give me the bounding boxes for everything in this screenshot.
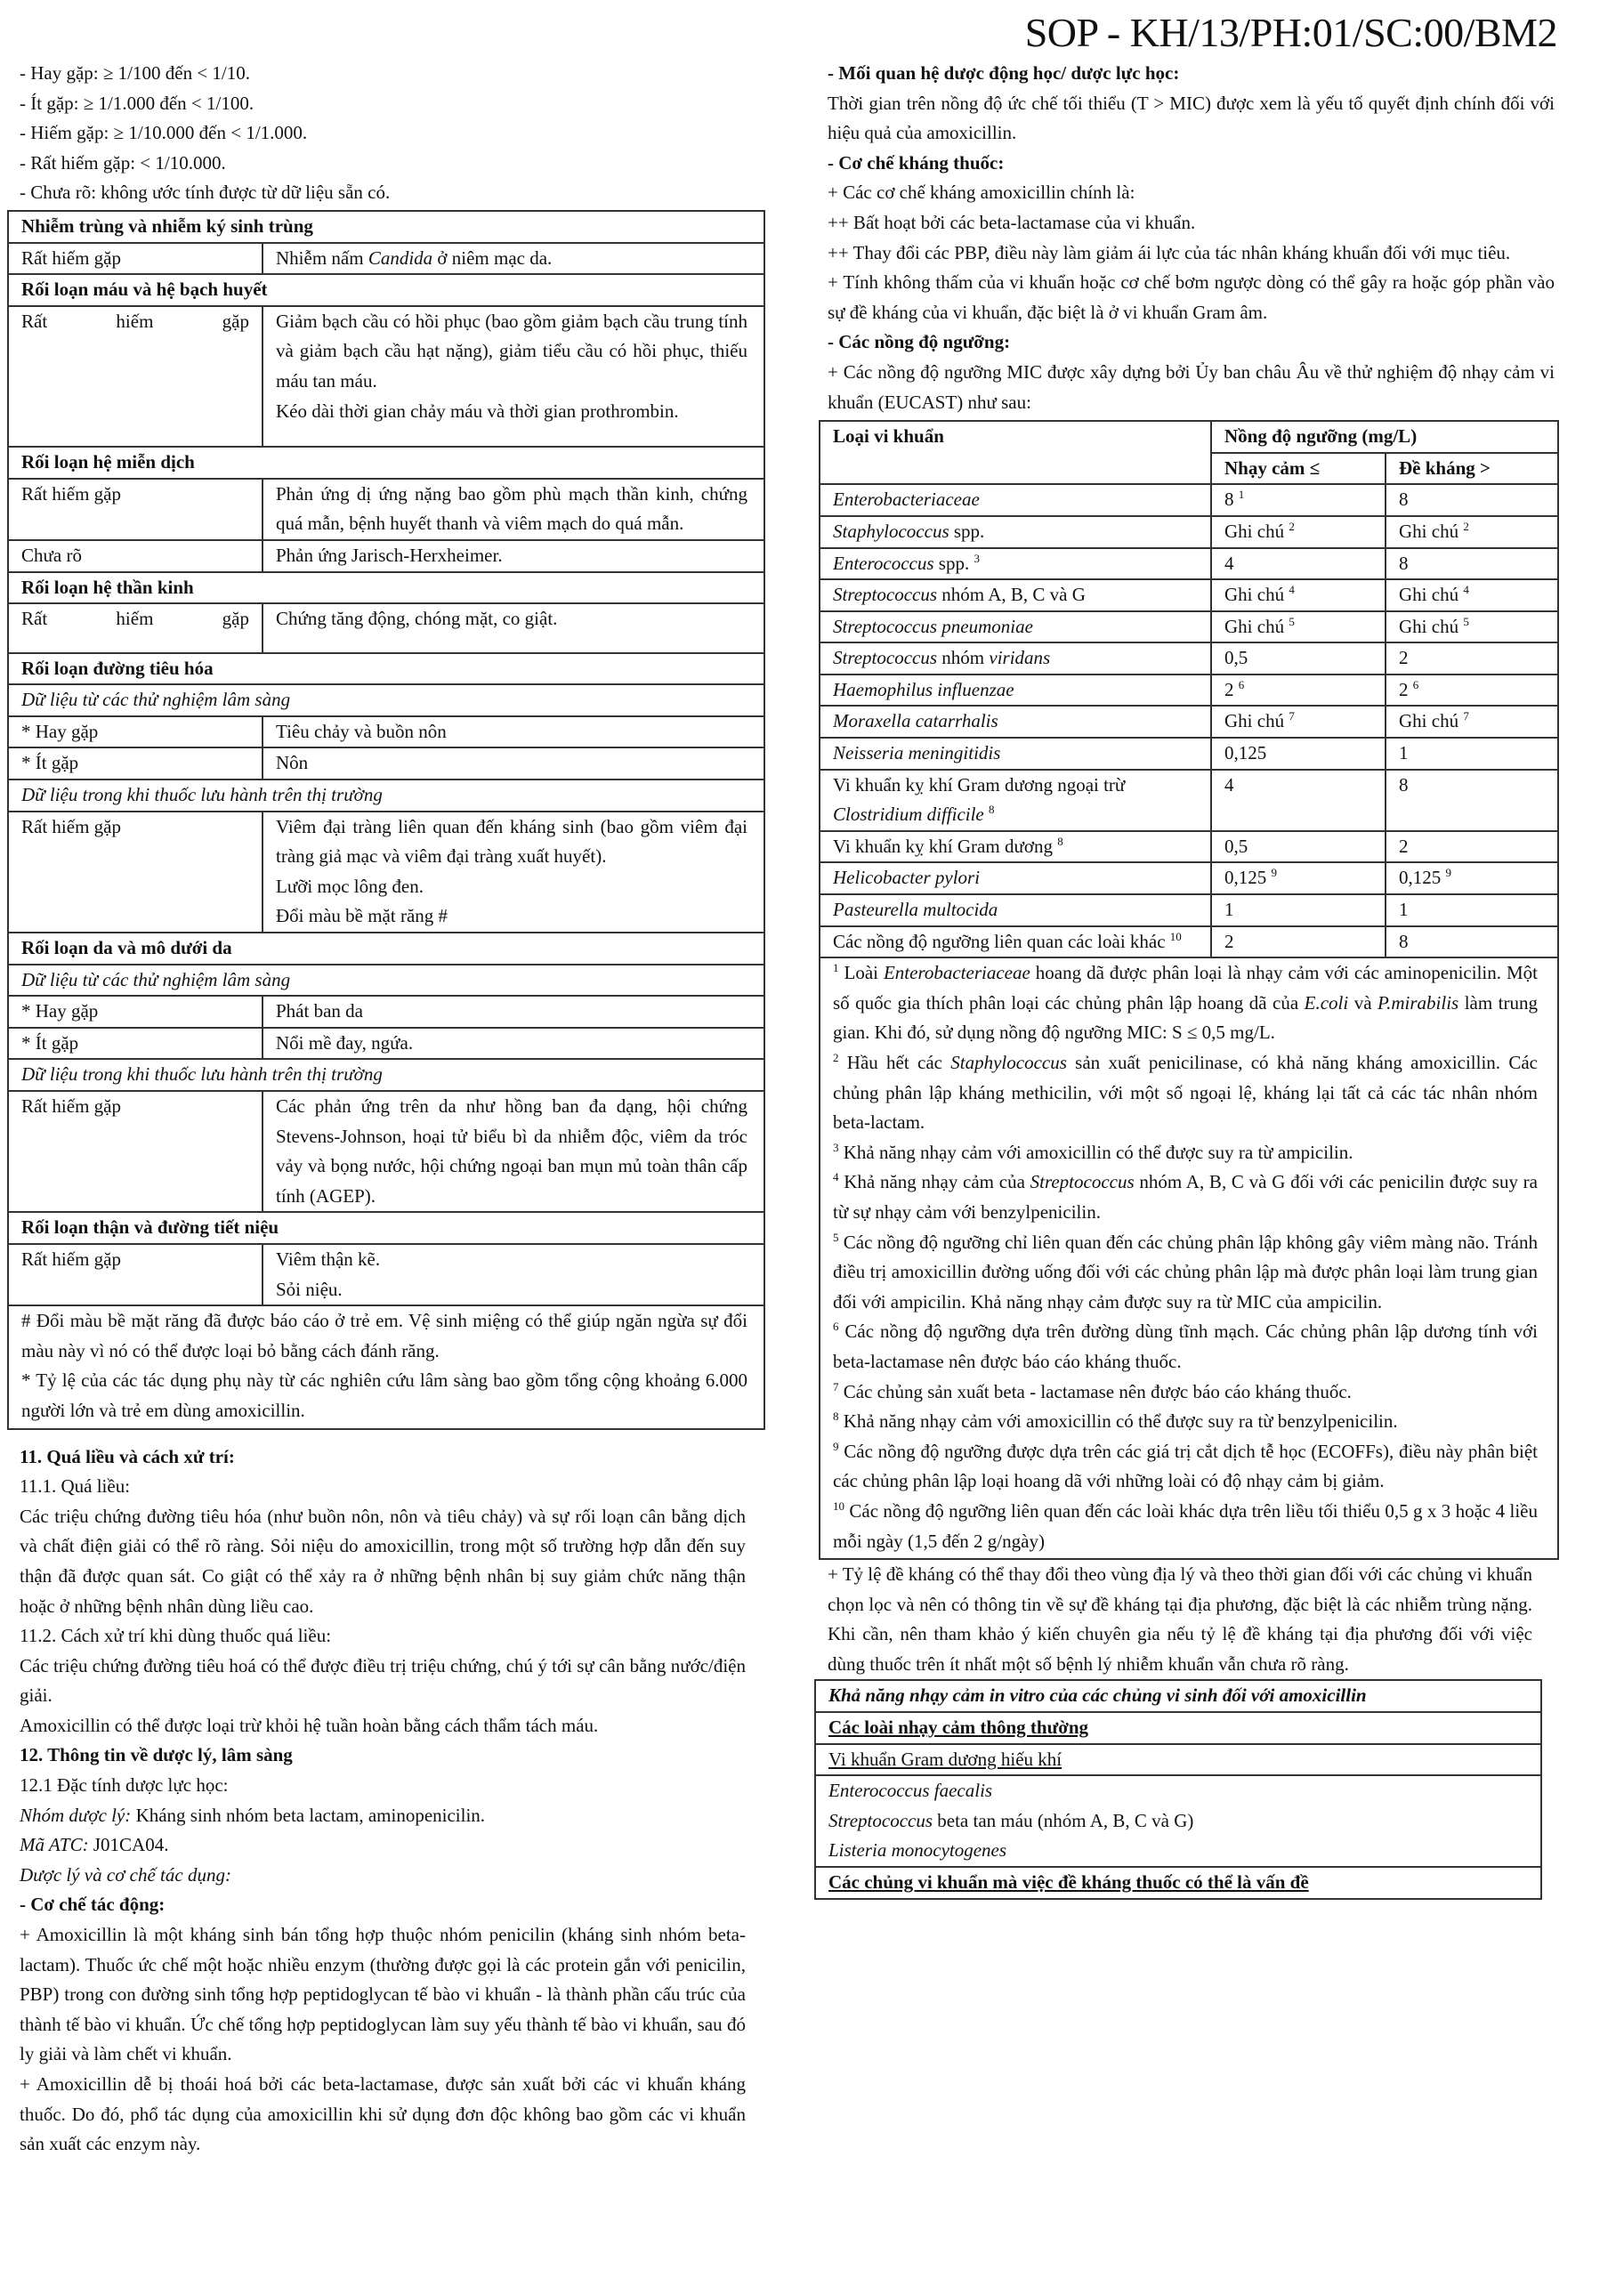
- resistant-cell: [1386, 738, 1558, 770]
- footnote-text: Các nồng độ ngưỡng liên quan đến các loài khác dựa trên liều tối thiểu 0,5 g x 3 hoặc 4 liều mỗi ngày (1,5 đến 2 g/ngày): [833, 1499, 1538, 1552]
- organism-name: Candida: [368, 246, 433, 269]
- susceptible-cell: [1211, 484, 1386, 516]
- organism-name: Enterococcus faecalis: [828, 1780, 993, 1802]
- breakpoint-value: 8: [1399, 930, 1409, 952]
- table-row: [820, 579, 1558, 611]
- footnote-ref: 2: [1463, 519, 1469, 533]
- subsection-heading: Dữ liệu trong khi thuốc lưu hành trên thị trường: [8, 1059, 764, 1091]
- resistant-cell: [1386, 706, 1558, 738]
- frequency-cell: Rất hiếm gặp: [8, 243, 263, 275]
- effect-cell: Phản ứng Jarisch-Herxheimer.: [263, 540, 764, 572]
- frequency-cell: Rất hiếm gặp: [8, 1244, 263, 1305]
- document-code-header: SOP - KH/13/PH:01/SC:00/BM2: [1024, 10, 1557, 55]
- footnote: [833, 1437, 1538, 1497]
- list-item: + Các cơ chế kháng amoxicillin chính là:: [828, 182, 1135, 204]
- column-header-organism: Loại vi khuẩn: [820, 421, 1211, 484]
- subsection-heading: Dữ liệu từ các thử nghiệm lâm sàng: [8, 965, 764, 997]
- subsection-title: - Cơ chế tác động:: [20, 1894, 166, 1916]
- footnote-text: làm trung gian. Khi đó, sử dụng nồng độ ngưỡng MIC: S ≤ 0,5 mg/L.: [833, 991, 1538, 1044]
- organism-name: Enterobacteriaceae: [833, 489, 980, 511]
- table-row: [820, 894, 1558, 926]
- footnote-text: Các nồng độ ngưỡng dựa trên đường dùng tĩnh mạch. Các chủng phân lập dương tính với beta-lactamase nên được báo cáo kháng thuốc.: [833, 1321, 1538, 1372]
- organism-name: Streptococcus: [833, 647, 938, 669]
- effect-text: Đổi màu bề mặt răng #: [276, 905, 448, 927]
- legend-item: - Hay gặp: ≥ 1/100 đến < 1/10.: [20, 62, 250, 84]
- footnote-text: hoang dã được phân loại là nhạy cảm với các aminopenicilin. Một số quốc gia thích phân loại các chủng phân lập hoang dã của: [833, 962, 1539, 1014]
- footnote-number: 4: [833, 1170, 839, 1184]
- organism-text: nhóm A, B, C và G: [937, 584, 1086, 606]
- effect-cell: Tiêu chảy và buồn nôn: [263, 716, 764, 748]
- organism-name: Helicobacter pylori: [833, 867, 981, 889]
- organism-cell: [820, 894, 1211, 926]
- breakpoint-value: Ghi chú: [1399, 710, 1459, 732]
- footnote-text: sản xuất penicilinase, có khả năng kháng amoxicillin. Các chủng phân lập kháng methicilin, với một số ngoại lệ, kháng lại tất cả các tác nhân nhóm beta-lactam.: [833, 1052, 1538, 1134]
- resistant-cell: [1386, 675, 1558, 707]
- table-row: [8, 1028, 764, 1060]
- footnote-ref: 8: [989, 803, 995, 817]
- table-row: [820, 675, 1558, 707]
- footnote: [833, 1138, 1538, 1168]
- breakpoint-value: Ghi chú: [1224, 520, 1285, 542]
- footnote: [833, 958, 1538, 1048]
- table-row: [8, 306, 764, 447]
- footnote-ref: 8: [1057, 834, 1063, 848]
- list-item: ++ Bất hoạt bởi các beta-lactamase của vi khuẩn.: [828, 211, 1196, 233]
- effect-cell: [263, 1244, 764, 1305]
- table-row: [8, 1091, 764, 1212]
- footnote-number: 5: [833, 1230, 839, 1244]
- susceptible-cell: [1211, 894, 1386, 926]
- subsection-title: 11.1. Quá liều:: [20, 1475, 131, 1498]
- footnote: [833, 1167, 1538, 1227]
- paragraph: + Các nồng độ ngưỡng MIC được xây dựng bởi Ủy ban châu Âu về thử nghiệm độ nhạy cảm vi khuẩn (EUCAST) như sau:: [828, 360, 1555, 413]
- organism-name: Haemophilus influenzae: [833, 678, 1014, 700]
- effect-cell: Chứng tăng động, chóng mặt, co giật.: [263, 603, 764, 653]
- susceptibility-table: [814, 1679, 1542, 1899]
- footnote-ref: 6: [1412, 677, 1419, 691]
- footnote-ref: 4: [1289, 583, 1295, 597]
- left-column: [7, 59, 765, 2160]
- resistant-cell: [1386, 894, 1558, 926]
- paragraph: + Amoxicillin là một kháng sinh bán tổng hợp thuộc nhóm penicilin (kháng sinh nhóm beta-lactam). Thuốc ức chế một hoặc nhiều enzym (thường được gọi là các protein gắn với penicilin, PBP) trong con đường sinh tổng hợp peptidoglycan tế bào vi khuẩn - là thành phần cấu trúc của thành tế bào vi khuẩn. Ức chế tổng hợp peptidoglycan làm suy yếu thành tế bào vi khuẩn, sau đó ly giải và làm chết vi khuẩn.: [20, 1924, 746, 2065]
- frequency-cell: Rất hiếm gặp: [8, 1091, 263, 1212]
- footnote-ref: 3: [974, 551, 980, 565]
- table-row: [8, 540, 764, 572]
- effect-text: Giảm bạch cầu có hồi phục (bao gồm giảm bạch cầu trung tính và giảm bạch cầu hạt nặng), giảm tiểu cầu có hồi phục, thiếu máu tan máu.: [276, 310, 747, 392]
- subcategory-label: Vi khuẩn Gram dương hiếu khí: [828, 1748, 1062, 1770]
- susceptible-cell: [1211, 926, 1386, 958]
- organism-cell: [820, 738, 1211, 770]
- breakpoint-value: 2: [1224, 930, 1234, 952]
- table-row: [820, 831, 1558, 863]
- effect-cell: Phát ban da: [263, 996, 764, 1028]
- subsection-heading: Dữ liệu từ các thử nghiệm lâm sàng: [8, 684, 764, 716]
- field-value: Kháng sinh nhóm beta lactam, aminopenicilin.: [131, 1804, 486, 1826]
- resistant-cell: [1386, 770, 1558, 831]
- field-label: Dược lý và cơ chế tác dụng:: [20, 1863, 231, 1886]
- breakpoint-value: 8: [1399, 552, 1409, 574]
- footnote-number: 3: [833, 1140, 839, 1154]
- legend-item: - Chưa rõ: không ước tính được từ dữ liệu sẵn có.: [20, 182, 391, 204]
- footnote-ref: 7: [1463, 709, 1469, 723]
- section-heading: Rối loạn thận và đường tiết niệu: [8, 1212, 764, 1244]
- resistant-cell: [1386, 831, 1558, 863]
- column-header-resistant: Đề kháng >: [1386, 453, 1558, 485]
- table-row: [8, 996, 764, 1028]
- adverse-reactions-table: [7, 210, 765, 1430]
- table-row: [820, 738, 1558, 770]
- organism-cell: [820, 642, 1211, 675]
- table-row: [820, 548, 1558, 580]
- resistant-cell: [1386, 611, 1558, 643]
- resistant-cell: [1386, 484, 1558, 516]
- footnote-number: 8: [833, 1410, 839, 1424]
- breakpoint-value: 4: [1224, 773, 1234, 796]
- table-row: [820, 516, 1558, 548]
- table-row: [820, 611, 1558, 643]
- category-label: Các chủng vi khuẩn mà việc đề kháng thuốc có thể là vấn đề: [828, 1871, 1309, 1894]
- table-header-row: [820, 421, 1558, 453]
- table-row: [8, 1244, 764, 1305]
- field-label: Nhóm dược lý:: [20, 1804, 132, 1826]
- resistant-cell: [1386, 642, 1558, 675]
- effect-cell: Các phản ứng trên da như hồng ban đa dạng, hội chứng Stevens-Johnson, hoại tử biểu bì da nhiễm độc, viêm da tróc vảy và bọng nước, hội chứng ngoại ban mụn mủ toàn thân cấp tính (AGEP).: [263, 1091, 764, 1212]
- organism-text: nhóm: [937, 647, 990, 669]
- organism-cell: [820, 484, 1211, 516]
- effect-text: Sỏi niệu.: [276, 1278, 343, 1300]
- footnote: [833, 1407, 1538, 1437]
- resistant-cell: [1386, 516, 1558, 548]
- footnote: [833, 1497, 1538, 1556]
- organism-text: Vi khuẩn kỵ khí Gram dương: [833, 835, 1053, 857]
- footnote-ref: 1: [1238, 488, 1245, 502]
- organism-name: Neisseria meningitidis: [833, 742, 1001, 764]
- organism-name: Streptococcus: [833, 584, 938, 606]
- breakpoint-value: 0,5: [1224, 835, 1248, 857]
- susceptible-cell: [1211, 548, 1386, 580]
- frequency-cell: * Hay gặp: [8, 716, 263, 748]
- table-row: [8, 747, 764, 780]
- footnote-text: Loài: [838, 962, 884, 984]
- susceptible-cell: [1211, 831, 1386, 863]
- frequency-cell: Rất hiếm gặp: [8, 603, 263, 653]
- column-header-susceptible: Nhạy cảm ≤: [1211, 453, 1386, 485]
- breakpoint-value: Ghi chú: [1399, 584, 1459, 606]
- effect-cell: [263, 243, 764, 275]
- table-row: [820, 642, 1558, 675]
- footnote-text: Khả năng nhạy cảm với amoxicillin có thể được suy ra từ benzylpenicilin.: [838, 1410, 1398, 1433]
- section-heading: Rối loạn đường tiêu hóa: [8, 653, 764, 685]
- subsection-title: 11.2. Cách xử trí khi dùng thuốc quá liều:: [20, 1625, 332, 1647]
- resistant-cell: [1386, 548, 1558, 580]
- organism-detail: beta tan máu (nhóm A, B, C và G): [933, 1809, 1194, 1831]
- legend-item: - Hiếm gặp: ≥ 1/10.000 đến < 1/1.000.: [20, 122, 308, 144]
- organism-text: Vi khuẩn kỵ khí Gram dương ngoại trừ: [833, 773, 1126, 796]
- subsection-heading: Dữ liệu trong khi thuốc lưu hành trên thị trường: [8, 780, 764, 812]
- frequency-cell: Chưa rõ: [8, 540, 263, 572]
- organism-cell: [820, 675, 1211, 707]
- breakpoint-value: 8: [1224, 489, 1234, 511]
- category-heading: [815, 1712, 1541, 1744]
- table-row: [820, 926, 1558, 958]
- frequency-cell: Rất hiếm gặp: [8, 306, 263, 447]
- breakpoint-value: 2: [1224, 678, 1234, 700]
- breakpoint-value: 1: [1399, 899, 1409, 921]
- footnote-text: Khả năng nhạy cảm với amoxicillin có thể được suy ra từ ampicilin.: [838, 1141, 1353, 1163]
- list-item: + Tính không thấm của vi khuẩn hoặc cơ chế bơm ngược dòng có thể gây ra hoặc góp phần vào sự đề kháng của vi khuẩn, đặc biệt là ở vi khuẩn Gram âm.: [828, 271, 1555, 323]
- mic-breakpoint-table: [819, 420, 1559, 1560]
- breakpoint-value: 8: [1399, 489, 1409, 511]
- organism-name: Staphylococcus: [950, 1052, 1067, 1073]
- footnote-ref: 2: [1289, 519, 1295, 533]
- table-row: [8, 479, 764, 540]
- footnote-number: 10: [833, 1498, 844, 1513]
- breakpoint-value: 2: [1399, 835, 1409, 857]
- breakpoint-value: Ghi chú: [1399, 615, 1459, 637]
- atc-code: [20, 1830, 746, 1861]
- susceptible-cell: [1211, 770, 1386, 831]
- organism-name: Staphylococcus: [833, 520, 949, 542]
- organism-cell: [820, 516, 1211, 548]
- organism-name: Streptococcus: [1030, 1171, 1135, 1193]
- footnote-text: Hầu hết các: [838, 1052, 951, 1073]
- organism-name: Pasteurella multocida: [833, 899, 998, 921]
- organism-name: Streptococcus pneumoniae: [833, 615, 1033, 637]
- resistant-cell: [1386, 862, 1558, 894]
- organism-text: spp.: [949, 520, 985, 542]
- organism-text: spp.: [933, 552, 970, 574]
- organism-name: Moraxella catarrhalis: [833, 710, 998, 732]
- breakpoint-value: 4: [1224, 552, 1234, 574]
- table-row: [8, 812, 764, 933]
- organism-cell: [820, 706, 1211, 738]
- effect-text: Viêm thận kẽ.: [276, 1248, 381, 1270]
- resistance-section: [819, 59, 1559, 417]
- frequency-cell: * Ít gặp: [8, 1028, 263, 1060]
- section-heading: Nhiễm trùng và nhiễm ký sinh trùng: [8, 211, 764, 243]
- breakpoint-value: 0,125: [1399, 867, 1442, 889]
- footnote-ref: 5: [1289, 614, 1295, 628]
- frequency-cell: Rất hiếm gặp: [8, 812, 263, 933]
- section-heading: Rối loạn hệ thần kinh: [8, 572, 764, 604]
- category-label: Các loài nhạy cảm thông thường: [828, 1717, 1089, 1739]
- paragraph: Amoxicillin có thể được loại trừ khỏi hệ tuần hoàn bằng cách thẩm tách máu.: [20, 1714, 599, 1736]
- resistant-cell: [1386, 579, 1558, 611]
- table-row: [820, 484, 1558, 516]
- organism-cell: [820, 862, 1211, 894]
- organism-cell: [820, 579, 1211, 611]
- table-row: [8, 243, 764, 275]
- susceptible-cell: [1211, 738, 1386, 770]
- footnote-text: Các chủng sản xuất beta - lactamase nên được báo cáo kháng thuốc.: [838, 1380, 1352, 1402]
- effect-cell: Nôn: [263, 747, 764, 780]
- organism-text: Các nồng độ ngưỡng liên quan các loài khác: [833, 930, 1166, 952]
- footnote-text: Khả năng nhạy cảm của: [838, 1171, 1030, 1193]
- paragraph: Các triệu chứng đường tiêu hóa (như buồn nôn, nôn và tiêu chảy) và sự rối loạn cân bằng dịch và chất điện giải có thể rõ ràng. Sỏi niệu do amoxicillin, trong một số trường hợp dẫn đến suy thận đã được quan sát. Co giật có thể xảy ra ở những bệnh nhân bị suy giảm chức năng thận hoặc ở những bệnh nhân dùng liều cao.: [20, 1505, 746, 1617]
- effect-text: ở niêm mạc da.: [432, 246, 553, 269]
- field-label: Mã ATC:: [20, 1834, 89, 1856]
- table-title: Khả năng nhạy cảm in vitro của các chủng vi sinh đối với amoxicillin: [815, 1680, 1541, 1712]
- organism-name: E.coli: [1304, 991, 1349, 1014]
- footnote: [833, 1048, 1538, 1138]
- subcategory-heading: [815, 1744, 1541, 1776]
- effect-text: Nhiễm nấm: [276, 246, 368, 269]
- legend-item: - Ít gặp: ≥ 1/1.000 đến < 1/100.: [20, 92, 255, 114]
- effect-cell: Phản ứng dị ứng nặng bao gồm phù mạch thần kinh, chứng quá mẫn, bệnh huyết thanh và viêm mạch do quá mẫn.: [263, 479, 764, 540]
- breakpoint-value: 0,125: [1224, 742, 1267, 764]
- breakpoint-value: Ghi chú: [1224, 615, 1285, 637]
- right-column: [819, 59, 1559, 1900]
- effect-cell: [263, 306, 764, 447]
- organism-name: Enterobacteriaceae: [883, 962, 1030, 984]
- footnote-text: nhóm A, B, C và G đối với các penicilin được suy ra từ sự nhạy cảm với benzylpenicilin.: [833, 1171, 1538, 1223]
- paragraph: + Amoxicillin dễ bị thoái hoá bởi các beta-lactamase, được sản xuất bởi các vi khuẩn kháng thuốc. Do đó, phổ tác dụng của amoxicillin khi sử dụng đơn độc không bao gồm các vi khuẩn sản xuất các enzym này.: [20, 2073, 746, 2155]
- susceptible-cell: [1211, 579, 1386, 611]
- susceptible-cell: [1211, 642, 1386, 675]
- organism-name: Clostridium difficile: [833, 804, 984, 826]
- subsection-title: 12.1 Đặc tính dược lực học:: [20, 1774, 229, 1797]
- organism-name: Enterococcus: [833, 552, 934, 574]
- organism-list: [815, 1775, 1541, 1867]
- section-title: - Cơ chế kháng thuốc:: [828, 151, 1005, 174]
- breakpoint-value: 0,5: [1224, 647, 1248, 669]
- susceptible-cell: [1211, 706, 1386, 738]
- mic-footnotes: [820, 957, 1558, 1559]
- effect-text: Lưỡi mọc lông đen.: [276, 875, 424, 897]
- footnote-ref: 5: [1463, 614, 1469, 628]
- field-value: J01CA04.: [88, 1834, 169, 1856]
- table-row: [820, 706, 1558, 738]
- footnote-number: 6: [833, 1320, 839, 1334]
- footnote-hash: # Đổi màu bề mặt răng đã được báo cáo ở trẻ em. Vệ sinh miệng có thể giúp ngăn ngừa sự đổi màu này vì nó có thể được loại bỏ bằng cách đánh răng.: [21, 1310, 747, 1361]
- footnote-number: 9: [833, 1439, 839, 1453]
- effect-cell: [263, 812, 764, 933]
- organism-cell: [820, 926, 1211, 958]
- category-heading: [815, 1867, 1541, 1899]
- footnote-number: 2: [833, 1051, 839, 1064]
- section-heading: Rối loạn hệ miễn dịch: [8, 447, 764, 479]
- effect-text: Viêm đại tràng liên quan đến kháng sinh (bao gồm viêm đại tràng giả mạc và viêm đại tràng xuất huyết).: [276, 815, 747, 868]
- footnote-ref: 9: [1271, 866, 1277, 880]
- paragraph: Các triệu chứng đường tiêu hoá có thể được điều trị triệu chứng, chú ý tới sự cân bằng nước/điện giải.: [20, 1654, 746, 1707]
- section-heading: Rối loạn máu và hệ bạch huyết: [8, 274, 764, 306]
- footnote-text: Các nồng độ ngưỡng được dựa trên các giá trị cắt dịch tễ học (ECOFFs), điều này phân biệt các chủng phân lập loại hoang dã với những loài có độ nhạy cảm bị giảm.: [833, 1440, 1538, 1492]
- table-row: [820, 862, 1558, 894]
- footnote-ref: 6: [1238, 677, 1245, 691]
- footnote-number: 7: [833, 1379, 839, 1393]
- table-footnotes: [8, 1305, 764, 1428]
- breakpoint-value: 1: [1399, 742, 1409, 764]
- section-title: - Mối quan hệ dược động học/ dược lực học:: [828, 62, 1180, 84]
- frequency-cell: * Hay gặp: [8, 996, 263, 1028]
- list-item: ++ Thay đổi các PBP, điều này làm giảm ái lực của tác nhân kháng khuẩn đối với mục tiêu.: [828, 241, 1511, 263]
- footnote-ref: 10: [1169, 929, 1182, 943]
- footnote: [833, 1228, 1538, 1318]
- pharmacologic-group: [20, 1801, 746, 1831]
- susceptible-cell: [1211, 516, 1386, 548]
- table-row: [820, 770, 1558, 831]
- footnote: [833, 1317, 1538, 1377]
- susceptible-cell: [1211, 611, 1386, 643]
- footnote-ref: 9: [1445, 866, 1451, 880]
- susceptible-cell: [1211, 675, 1386, 707]
- footnote-ref: 4: [1463, 583, 1469, 597]
- overdose-section: [7, 1442, 765, 2160]
- effect-cell: Nổi mề đay, ngứa.: [263, 1028, 764, 1060]
- breakpoint-value: 2: [1399, 678, 1409, 700]
- breakpoint-value: 8: [1399, 773, 1409, 796]
- table-row: [8, 716, 764, 748]
- resistant-cell: [1386, 926, 1558, 958]
- breakpoint-value: Ghi chú: [1224, 584, 1285, 606]
- section-heading: Rối loạn da và mô dưới da: [8, 933, 764, 965]
- organism-cell: [820, 548, 1211, 580]
- footnote-number: 1: [833, 961, 839, 975]
- susceptible-cell: [1211, 862, 1386, 894]
- paragraph: + Tỷ lệ đề kháng có thể thay đổi theo vùng địa lý và theo thời gian đối với các chủng vi khuẩn chọn lọc và nên có thông tin về sự đề kháng tại địa phương, đặc biệt là các nhiễm trùng nặng. Khi cần, nên tham khảo ý kiến chuyên gia nếu tỷ lệ đề kháng tại địa phương đối với việc dùng thuốc trên ít nhất một số bệnh lý nhiễm khuẩn vẫn chưa rõ ràng.: [828, 1563, 1532, 1675]
- organism-name: Streptococcus: [828, 1809, 933, 1831]
- footnote-text: và: [1348, 991, 1378, 1014]
- footnote: [833, 1377, 1538, 1408]
- organism-cell: [820, 611, 1211, 643]
- section-title: 12. Thông tin về dược lý, lâm sàng: [20, 1744, 293, 1766]
- legend-item: - Rất hiếm gặp: < 1/10.000.: [20, 151, 226, 174]
- organism-name: P.mirabilis: [1378, 991, 1459, 1014]
- frequency-cell: Rất hiếm gặp: [8, 479, 263, 540]
- organism-cell: [820, 831, 1211, 863]
- footnote-asterisk: * Tỷ lệ của các tác dụng phụ này từ các nghiên cứu lâm sàng bao gồm tổng cộng khoảng 6.000 người lớn và trẻ em dùng amoxicillin.: [21, 1369, 747, 1421]
- organism-cell: [820, 770, 1211, 831]
- breakpoint-value: 0,125: [1224, 867, 1267, 889]
- section-title: - Các nồng độ ngưỡng:: [828, 331, 1011, 353]
- frequency-cell: * Ít gặp: [8, 747, 263, 780]
- breakpoint-value: Ghi chú: [1224, 710, 1285, 732]
- breakpoint-value: 2: [1399, 647, 1409, 669]
- organism-name: viridans: [989, 647, 1051, 669]
- footnote-text: Các nồng độ ngưỡng chỉ liên quan đến các chủng phân lập không gây viêm màng não. Tránh điều trị amoxicillin đường uống đối với các chủng phân lập mà được phân loại làm trung gian đối với ampicilin. Khả năng nhạy cảm được suy ra từ MIC của ampicilin.: [833, 1231, 1538, 1313]
- footnote-ref: 7: [1289, 709, 1295, 723]
- section-title: 11. Quá liều và cách xử trí:: [20, 1445, 235, 1467]
- mic-table-body: [820, 484, 1558, 957]
- table-row: [8, 603, 764, 653]
- frequency-legend: [7, 59, 765, 208]
- paragraph: Thời gian trên nồng độ ức chế tối thiểu (T > MIC) được xem là yếu tố quyết định chính đối với hiệu quả của amoxicillin.: [828, 92, 1555, 144]
- organism-name: Listeria monocytogenes: [828, 1839, 1007, 1862]
- effect-text: Kéo dài thời gian chảy máu và thời gian prothrombin.: [276, 400, 679, 422]
- breakpoint-value: 1: [1224, 899, 1234, 921]
- organism-entry: [828, 1806, 1528, 1837]
- column-header-breakpoint: Nồng độ ngưỡng (mg/L): [1211, 421, 1558, 453]
- breakpoint-value: Ghi chú: [1399, 520, 1459, 542]
